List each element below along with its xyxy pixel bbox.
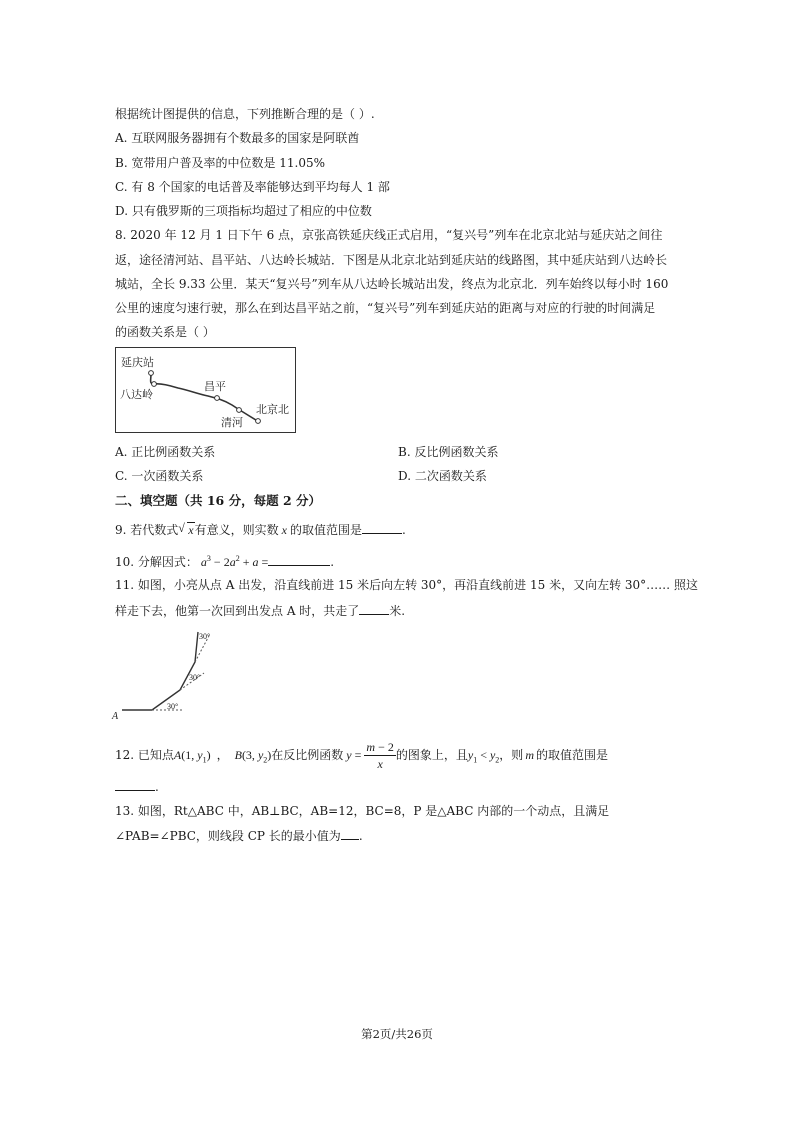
q10 <box>115 551 334 570</box>
q12: 12. 已知点A(1, $y_1$) ， B(3, $y_2$)在反比例函数 y = $\frac{m - 2}{x}$ 的图象上，且$y_1 < y_2$，则 m 的取值范围是 <box>115 740 608 771</box>
q12-mid: 在反比例函数 <box>271 748 344 762</box>
q13-blank[interactable] <box>341 827 359 840</box>
label-badaling: 八达岭 <box>120 388 153 401</box>
q11-line-2-text: 样走下去，他第一次回到出发点 A 时，共走了 <box>115 604 360 618</box>
q12-inequality: $y_1 < y_2$ <box>467 748 500 765</box>
station-yanqing-dot <box>149 371 154 376</box>
q8-option-a: A. 正比例函数关系 <box>115 445 216 459</box>
q8-line-3: 城站，全长 9.33 公里．某天“复兴号”列车从八达岭长城站出发，终点为北京北．列车始终以每小时 160 <box>115 277 669 291</box>
q12-point-a: A(1, $y_1$) <box>173 748 211 765</box>
q10-prefix: 10. 分解因式： <box>115 555 198 569</box>
section-2-title: 二、填空题（共 16 分，每题 2 分） <box>115 493 322 508</box>
walking-path-figure <box>110 628 220 722</box>
railway-map-svg <box>116 348 295 432</box>
station-qinghe-dot <box>237 408 242 413</box>
station-changping-dot <box>215 396 220 401</box>
q9-radicand: x <box>188 523 194 537</box>
q12-blank[interactable] <box>115 778 155 791</box>
q7-option-d: D. 只有俄罗斯的三项指标均超过了相应的中位数 <box>115 204 372 218</box>
q12-fraction: $\frac{m - 2}{x}$ <box>366 740 394 771</box>
q8-line-2: 返，途径清河站、昌平站、八达岭长城站．下图是从北京北站到延庆站的线路图，其中延庆站到八达岭长 <box>115 253 668 267</box>
q13-line-2-end: . <box>358 829 363 843</box>
q11-line-1: 11. 如图，小亮从点 A 出发，沿直线前进 15 米后向左转 30°，再沿直线前进 15 米，又向左转 30°…… 照这 <box>115 578 698 592</box>
q9-prefix: 9. 若代数式 <box>115 523 179 537</box>
q12-after: 的图象上，且 <box>395 748 468 762</box>
q9-var: x <box>281 523 287 537</box>
q7-option-b: B. 宽带用户普及率的中位数是 11.05% <box>115 156 326 170</box>
station-badaling-dot <box>152 382 157 387</box>
page-footer: 第2页/共26页 <box>361 1027 433 1041</box>
q9-sqrt: √ x <box>178 521 194 537</box>
q8-line-5: 的函数关系是（ ） <box>115 325 215 339</box>
q11-line-2-end: 米. <box>389 604 406 618</box>
q9 <box>115 521 406 538</box>
q12-end: . <box>155 780 159 794</box>
q13-line-1: 13. 如图，Rt△ABC 中，AB⊥BC，AB=12，BC=8，P 是△ABC 内部的一个动点，且满足 <box>115 804 610 818</box>
q10-blank[interactable] <box>268 553 330 566</box>
q7-stem: 根据统计图提供的信息，下列推断合理的是（ ）. <box>115 107 375 121</box>
q12-end-text: 的取值范围是 <box>535 748 608 762</box>
q10-end: . <box>330 555 335 569</box>
q9-suffix-b: 的取值范围是 <box>289 523 362 537</box>
railway-map-figure <box>115 347 296 433</box>
q12-tail: ，则 <box>499 748 524 762</box>
label-changping: 昌平 <box>204 380 226 393</box>
angle-label-2: 30° <box>189 673 201 682</box>
station-beijingbei-dot <box>256 419 261 424</box>
q7-option-a: A. 互联网服务器拥有个数最多的国家是阿联酋 <box>115 131 360 145</box>
q8-option-b: B. 反比例函数关系 <box>398 445 499 459</box>
q12-point-b: B(3, $y_2$) <box>234 748 272 765</box>
point-a-label: A <box>112 711 119 722</box>
q8-line-4: 公里的速度匀速行驶，那么在到达昌平站之前，“复兴号”列车到延庆站的距离与对应的行驶的时间满足 <box>115 301 656 315</box>
q8-line-1: 8. 2020 年 12 月 1 日下午 6 点，京张高铁延庆线正式启用，“复兴号”列车在北京北站与延庆站之间往 <box>115 228 663 242</box>
label-yanqing: 延庆站 <box>121 356 154 369</box>
label-beijingbei: 北京北 <box>256 403 289 416</box>
q13-line-2 <box>115 827 363 844</box>
angle-label-3: 30° <box>199 632 211 641</box>
q7-option-c: C. 有 8 个国家的电话普及率能够达到平均每人 1 部 <box>115 180 390 194</box>
q8-option-c: C. 一次函数关系 <box>115 469 204 483</box>
q9-suffix-a: 有意义，则实数 <box>194 523 279 537</box>
label-qinghe: 清河 <box>221 416 243 429</box>
q10-expression: $a^3 - 2a^2 + a$ = <box>197 554 269 569</box>
q12-m: m <box>525 748 534 762</box>
q9-blank[interactable] <box>362 521 402 534</box>
angle-label-1: 30° <box>167 702 179 711</box>
q11-blank[interactable] <box>359 602 389 615</box>
q9-end: . <box>401 523 406 537</box>
q12-answer <box>115 778 159 795</box>
q13-line-2-text: ∠PAB=∠PBC，则线段 CP 长的最小值为 <box>115 829 341 843</box>
q8-option-d: D. 二次函数关系 <box>398 469 487 483</box>
q12-prefix: 12. 已知点 <box>115 748 174 762</box>
q12-function: y = <box>343 748 362 762</box>
walking-path <box>122 632 201 710</box>
q11-line-2 <box>115 602 405 619</box>
